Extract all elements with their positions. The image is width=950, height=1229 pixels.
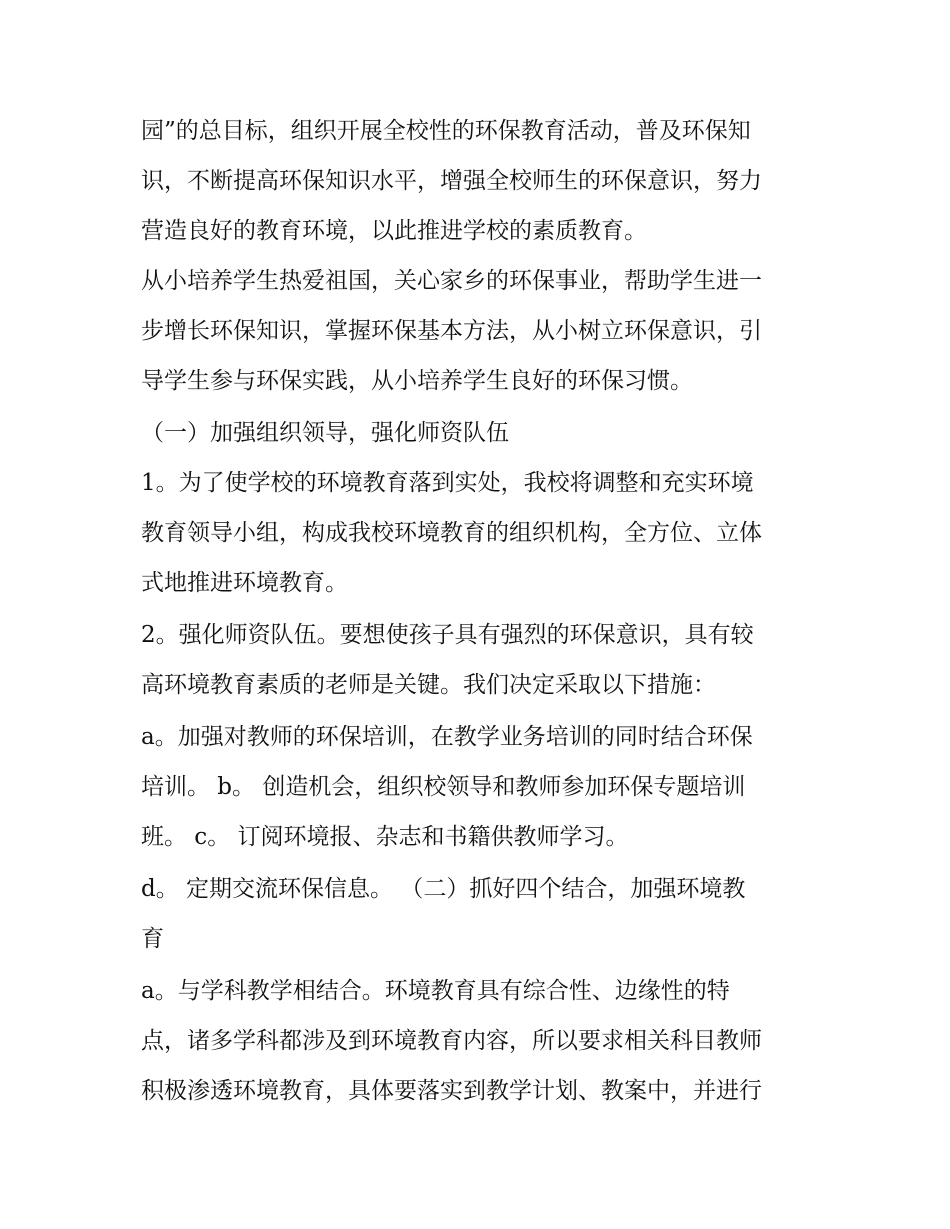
text-line: 培训。 b。 创造机会，组织校领导和教师参加环保专题培训 (141, 774, 746, 800)
text-line: 式地推进环境教育。 (141, 570, 348, 596)
text-line: 高环境教育素质的老师是关键。我们决定采取以下措施： (141, 672, 716, 698)
text-line: 积极渗透环境教育，具体要落实到教学计划、教案中，并进行 (141, 1078, 762, 1104)
text-line: d。 定期交流环保信息。 （二）抓好四个结合，加强环境教 (141, 876, 746, 902)
text-line: 教育领导小组，构成我校环境教育的组织机构，全方位、立体 (141, 520, 762, 546)
text-line: 营造良好的教育环境，以此推进学校的素质教育。 (141, 218, 647, 244)
text-line: 园”的总目标，组织开展全校性的环保教育活动，普及环保知 (141, 118, 751, 144)
text-line: a。与学科教学相结合。环境教育具有综合性、边缘性的特 (141, 978, 730, 1004)
text-line: 从小培养学生热爱祖国，关心家乡的环保事业，帮助学生进一 (141, 268, 762, 294)
text-line: 导学生参与环保实践，从小培养学生良好的环保习惯。 (141, 368, 693, 394)
text-line: 班。 c。 订阅环境报、杂志和书籍供教师学习。 (141, 824, 629, 850)
text-line: a。加强对教师的环保培训，在教学业务培训的同时结合环保 (141, 724, 753, 750)
text-line: 识，不断提高环保知识水平，增强全校师生的环保意识，努力 (141, 168, 762, 194)
text-line: 2。强化师资队伍。要想使孩子具有强烈的环保意识，具有较 (141, 622, 754, 648)
section-heading: （一）加强组织领导，强化师资队伍 (141, 420, 509, 446)
text-line: 点，诸多学科都涉及到环境教育内容，所以要求相关科目教师 (141, 1028, 762, 1054)
text-line: 育 (141, 926, 164, 952)
text-line: 1。为了使学校的环境教育落到实处，我校将调整和充实环境 (141, 470, 754, 496)
text-line: 步增长环保知识，掌握环保基本方法，从小树立环保意识，引 (141, 318, 762, 344)
